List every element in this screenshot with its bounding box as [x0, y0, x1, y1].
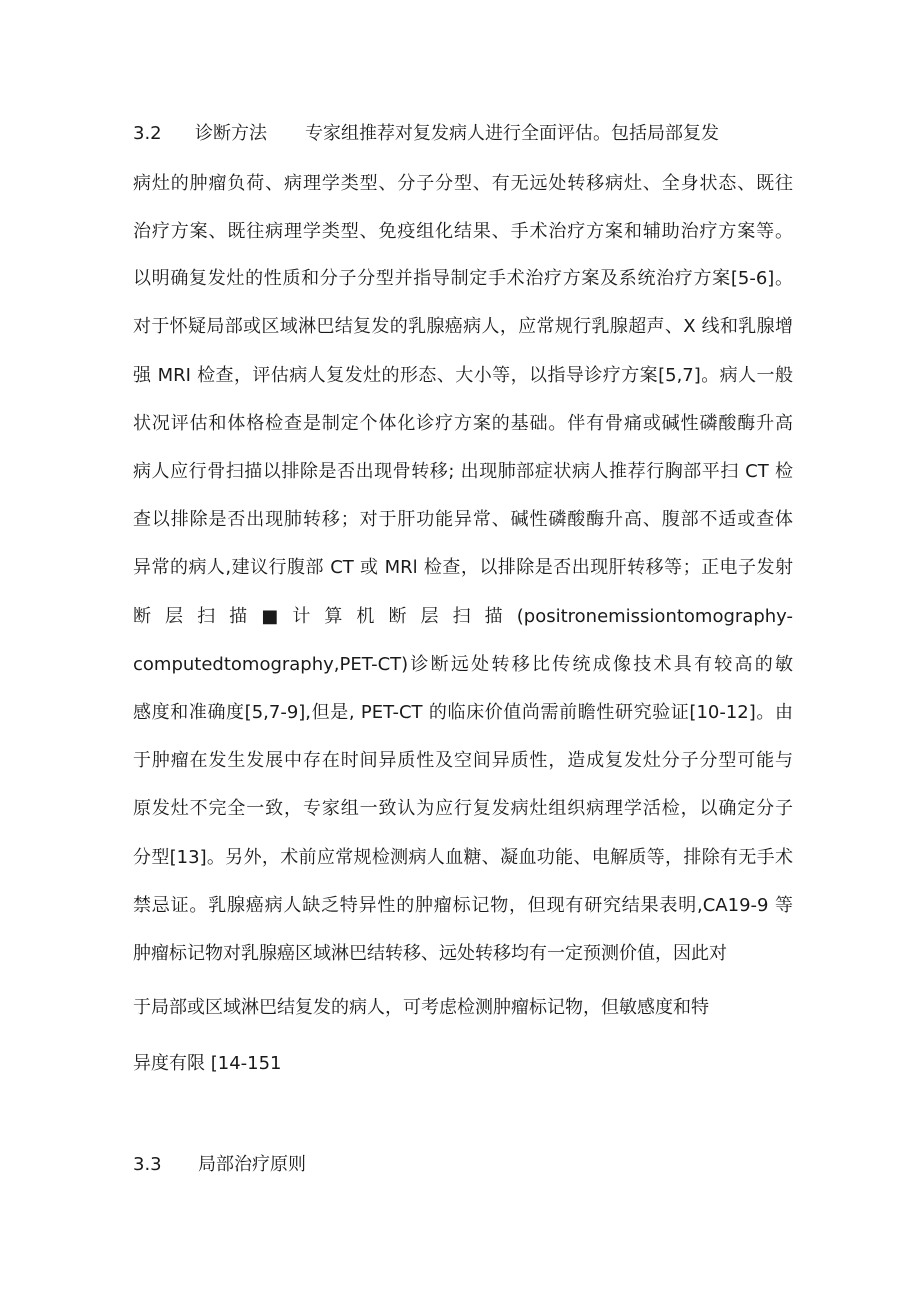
section-title: 诊断方法 — [195, 123, 267, 144]
section-3-3-heading — [133, 1153, 306, 1177]
paragraph-line: 断 层 扫 描 ■ 计 算 机 断 层 扫 描 (positronemissiontomography- — [133, 606, 793, 627]
paragraph-line: 以明确复发灶的性质和分子分型并指导制定手术治疗方案及系统治疗方案[5-6]。 — [133, 268, 793, 289]
paragraph-line: 于肿瘤在发生发展中存在时间异质性及空间异质性，造成复发灶分子分型可能与 — [133, 750, 793, 771]
paragraph-line: 状况评估和体格检查是制定个体化诊疗方案的基础。伴有骨痛或碱性磷酸酶升高 — [133, 413, 793, 434]
section-title: 局部治疗原则 — [198, 1154, 306, 1175]
section-number: 3.2 — [133, 123, 162, 144]
section-lead-text: 专家组推荐对复发病人进行全面评估。包括局部复发 — [305, 123, 719, 144]
paragraph-line: 分型[13]。另外，术前应常规检测病人血糖、凝血功能、电解质等，排除有无手术 — [133, 847, 793, 868]
paragraph-line-reference: 异度有限 [14-151 — [133, 1053, 282, 1074]
paragraph-line: 查以排除是否出现肺转移；对于肝功能异常、碱性磷酸酶升高、腹部不适或查体 — [133, 509, 793, 530]
section-3-2-heading — [133, 122, 719, 146]
paragraph-line: 强 MRI 检查，评估病人复发灶的形态、大小等，以指导诊疗方案[5,7]。病人一般 — [133, 365, 793, 386]
section-number: 3.3 — [133, 1154, 162, 1175]
paragraph-line: 于局部或区域淋巴结复发的病人，可考虑检测肿瘤标记物，但敏感度和特 — [133, 997, 709, 1018]
paragraph-line: 治疗方案、既往病理学类型、免疫组化结果、手术治疗方案和辅助治疗方案等。 — [133, 221, 793, 242]
paragraph-line: 异常的病人,建议行腹部 CT 或 MRl 检查，以排除是否出现肝转移等；正电子发射 — [133, 557, 793, 578]
paragraph-line: 禁忌证。乳腺癌病人缺乏特异性的肿瘤标记物，但现有研究结果表明,CA19-9 等 — [133, 895, 793, 916]
paragraph-line: computedtomography,PET-CT)诊断远处转移比传统成像技术具有较高的敏 — [133, 654, 793, 675]
paragraph-line: 原发灶不完全一致，专家组一致认为应行复发病灶组织病理学活检，以确定分子 — [133, 798, 793, 819]
paragraph-line: 肿瘤标记物对乳腺癌区域淋巴结转移、远处转移均有一定预测价值，因此对 — [133, 943, 727, 964]
paragraph-line: 对于怀疑局部或区域淋巴结复发的乳腺癌病人，应常规行乳腺超声、X 线和乳腺增 — [133, 316, 793, 337]
paragraph-line: 感度和准确度[5,7-9],但是, PET-CT 的临床价值尚需前瞻性研究验证[10-12]。由 — [133, 702, 793, 723]
paragraph-line: 病灶的肿瘤负荷、病理学类型、分子分型、有无远处转移病灶、全身状态、既往 — [133, 173, 793, 194]
paragraph-line: 病人应行骨扫描以排除是否出现骨转移; 出现肺部症状病人推荐行胸部平扫 CT 检 — [133, 461, 793, 482]
